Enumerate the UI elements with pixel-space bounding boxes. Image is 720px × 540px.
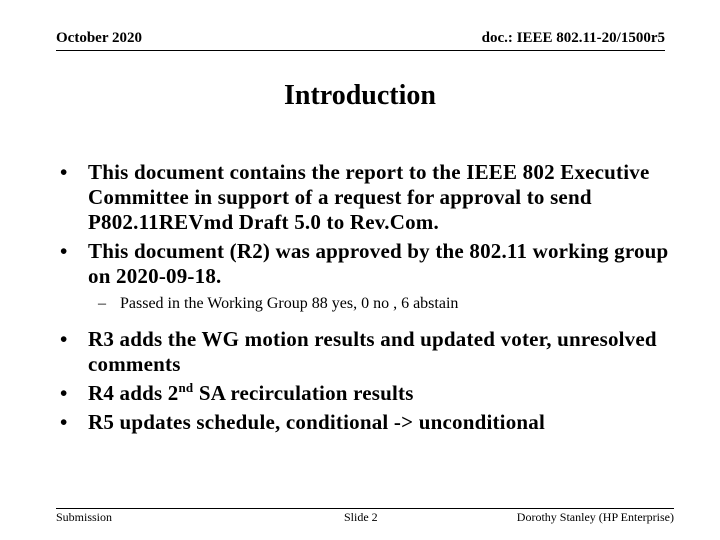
bullet-superscript: nd (178, 380, 194, 395)
sub-bullet-item (60, 293, 680, 315)
sub-bullet-text: Passed in the Working Group 88 yes, 0 no , 6 abstain (120, 295, 459, 312)
bullet-dot-icon: • (60, 327, 68, 351)
footer-author: Dorothy Stanley (HP Enterprise) (516, 510, 674, 524)
bullet-text-prefix: R4 adds 2 (88, 381, 179, 405)
bullet-dot-icon: • (60, 410, 68, 434)
bullet-text: R5 updates schedule, conditional -> unconditional (88, 410, 546, 434)
footer-rule (56, 508, 674, 509)
slide-title: Introduction (284, 80, 436, 111)
bullet-dot-icon: • (60, 239, 68, 263)
bullet-item (60, 327, 680, 377)
bullet-text: R3 adds the WG motion results and updated voter, unresolved comments (88, 327, 657, 376)
header-doc-id: doc.: IEEE 802.11-20/1500r5 (481, 30, 665, 46)
bullet-item (60, 160, 680, 235)
header-rule (56, 50, 665, 51)
footer-submission: Submission (56, 510, 113, 524)
bullet-dot-icon: • (60, 381, 68, 405)
footer-slide-number: Slide 2 (344, 510, 378, 524)
bullet-item (60, 239, 680, 289)
bullet-text: This document contains the report to the IEEE 802 Executive Committee in support of a request for approval to send P802.11REVmd Draft 5.0 to Rev.Com. (88, 160, 650, 234)
dash-icon: – (98, 295, 106, 312)
bullet-item (60, 410, 680, 435)
bullet-text: This document (R2) was approved by the 802.11 working group on 2020-09-18. (88, 239, 669, 288)
bullet-item (60, 381, 680, 406)
bullet-dot-icon: • (60, 160, 68, 184)
header-date: October 2020 (56, 30, 142, 46)
bullet-text-suffix: SA recirculation results (193, 381, 414, 405)
slide-content (60, 160, 680, 439)
